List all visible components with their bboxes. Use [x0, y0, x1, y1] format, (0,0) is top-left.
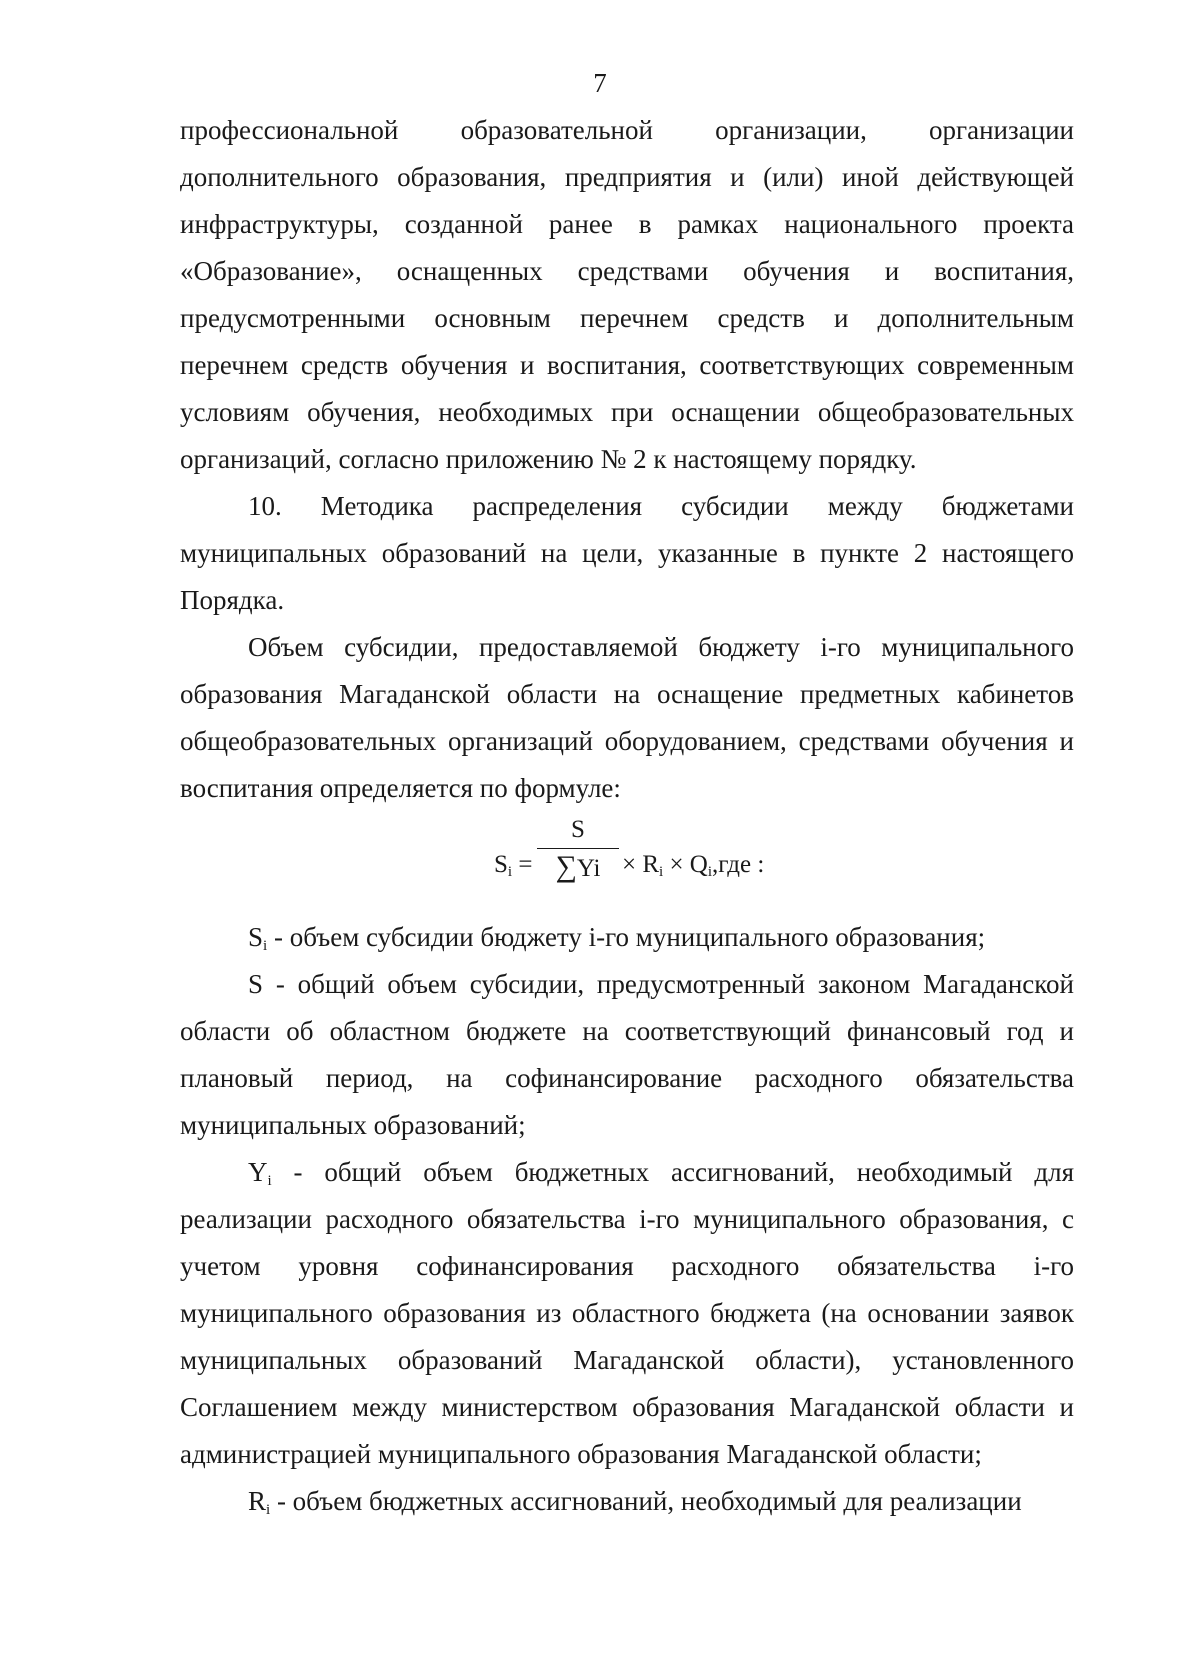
- formula-denominator: ∑Yi: [555, 850, 601, 883]
- formula-lhs: $S_i$ =: [494, 851, 533, 880]
- definition-s: S - общий объем субсидии, предусмотренный законом Магаданской области об областном бюджете на соответствующий финансовый год и плановый период, на софинансирование расходного обязательства муниципальных образований;: [180, 969, 1074, 1140]
- formula-numerator: S: [571, 816, 585, 843]
- paragraph-section-10: 10. Методика распределения субсидии между бюджетами муниципальных образований на цели, указанные в пункте 2 настоящего Порядка.: [180, 491, 1074, 615]
- definition-ri: $R_i$ - объем бюджетных ассигнований, необходимый для реализации: [248, 1486, 1022, 1518]
- page-number: 7: [593, 68, 607, 98]
- subsidy-formula: [180, 812, 1074, 914]
- definition-yi: $Y_i$ - общий объем бюджетных ассигнований, необходимый для реализации расходного обязательства i-го муниципального образования, с учетом уровня софинансирования расходного обязательства i-го муниципального образования из областного бюджета (на основании заявок муниципальных образований Магаданской области), установленного Соглашением между министерством образования Магаданской области и администрацией муниципального образования Магаданской области;: [180, 1157, 1074, 1469]
- definition-si: $S_i$ - объем субсидии бюджету i-го муниципального образования;: [248, 922, 986, 954]
- paragraph-subsidy-volume: Объем субсидии, предоставляемой бюджету i-го муниципального образования Магаданской области на оснащение предметных кабинетов общеобразовательных организаций оборудованием, средствами обучения и воспитания определяется по формуле:: [180, 632, 1074, 803]
- formula-rhs: × $R_i \times Q_i,где$ :: [622, 851, 765, 880]
- document-body: [180, 107, 1074, 1525]
- paragraph-continuation: профессиональной образовательной организации, организации дополнительного образования, предприятия и (или) иной действующей инфраструктуры, созданной ранее в рамках национального проекта «Образование», оснащенных средствами обучения и воспитания, предусмотренными основным перечнем средств и дополнительным перечнем средств обучения и воспитания, соответствующих современным условиям обучения, необходимых при оснащении общеобразовательных организаций, согласно приложению № 2 к настоящему порядку.: [180, 115, 1074, 474]
- formula-fraction: [537, 814, 619, 885]
- sigma-icon: ∑: [555, 850, 577, 883]
